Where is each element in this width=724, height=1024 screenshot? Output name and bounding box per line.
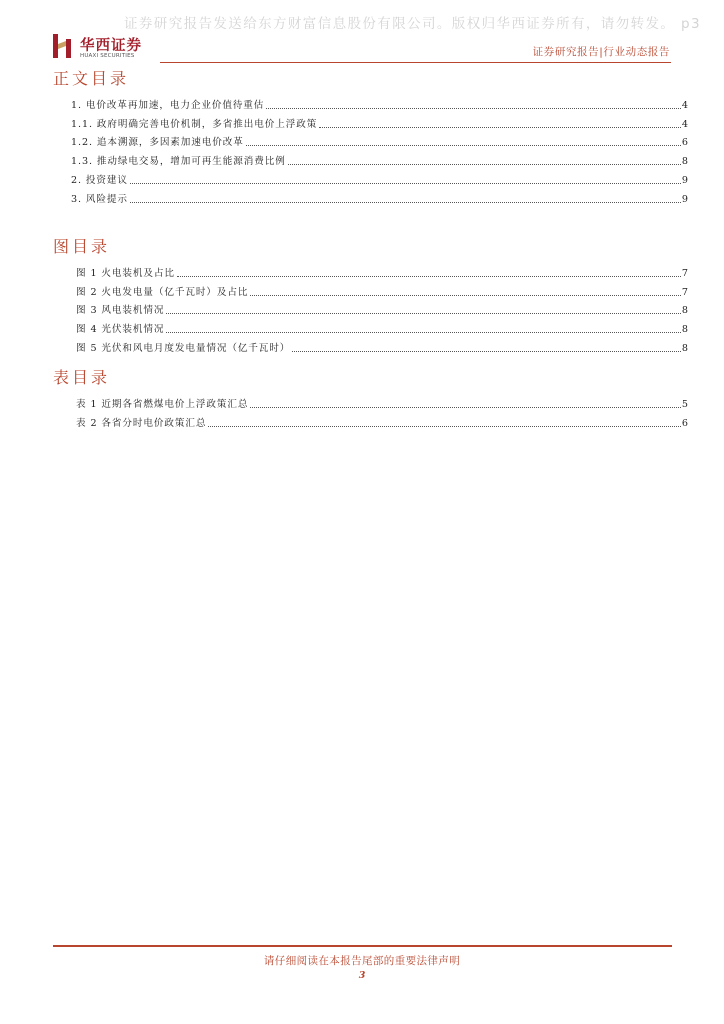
toc-leader-dots	[319, 126, 681, 128]
toc-leader-dots	[166, 331, 681, 333]
toc-entry-title: 表 1 近期各省燃煤电价上浮政策汇总	[76, 398, 249, 410]
toc-entry-page: 6	[681, 137, 688, 149]
logo-english-name: HUAXI SECURITIES	[80, 53, 135, 59]
toc-leader-dots	[130, 201, 681, 203]
toc-entry-page: 7	[681, 286, 688, 298]
toc-entry[interactable]	[71, 149, 688, 168]
toc-entry[interactable]	[71, 168, 688, 187]
toc-entry-title: 3. 风险提示	[71, 193, 128, 205]
contents-list	[71, 93, 688, 206]
toc-leader-dots	[292, 350, 681, 352]
report-type-label: 证券研究报告|行业动态报告	[532, 46, 670, 58]
figures-list	[76, 261, 688, 355]
toc-entry[interactable]	[76, 411, 688, 430]
toc-entry[interactable]	[76, 261, 688, 280]
company-logo	[53, 34, 163, 64]
toc-leader-dots	[250, 406, 681, 408]
toc-entry-title: 图 5 光伏和风电月度发电量情况（亿千瓦时）	[76, 342, 291, 354]
watermark: 证券研究报告发送给东方财富信息股份有限公司。版权归华西证券所有，请勿转发。 p3	[124, 16, 701, 32]
contents-heading: 正文目录	[53, 69, 130, 88]
page-number: 3	[358, 970, 366, 981]
toc-leader-dots	[246, 144, 681, 146]
toc-entry-title: 2. 投资建议	[71, 174, 128, 186]
toc-entry-page: 8	[681, 324, 688, 336]
toc-leader-dots	[130, 182, 681, 184]
toc-entry-page: 6	[681, 417, 688, 429]
toc-entry[interactable]	[76, 336, 688, 355]
header-divider	[160, 62, 671, 63]
toc-entry-title: 图 4 光伏装机情况	[76, 324, 165, 336]
toc-entry-title: 图 2 火电发电量（亿千瓦时）及占比	[76, 286, 249, 298]
toc-entry[interactable]	[76, 317, 688, 336]
legal-notice: 请仔细阅读在本报告尾部的重要法律声明	[263, 955, 461, 967]
toc-leader-dots	[288, 163, 681, 165]
toc-entry-title: 1. 电价改革再加速，电力企业价值待重估	[71, 99, 265, 111]
toc-entry[interactable]	[71, 93, 688, 112]
toc-entry[interactable]	[76, 299, 688, 318]
logo-chinese-name: 华西证券	[80, 38, 142, 54]
toc-entry[interactable]	[71, 112, 688, 131]
toc-entry[interactable]	[76, 392, 688, 411]
toc-entry[interactable]	[76, 280, 688, 299]
toc-entry-page: 5	[681, 398, 688, 410]
toc-entry-title: 表 2 各省分时电价政策汇总	[76, 417, 207, 429]
toc-entry-page: 8	[681, 156, 688, 168]
toc-entry-page: 7	[681, 267, 688, 279]
toc-entry-page: 9	[681, 193, 688, 205]
toc-entry-title: 1.3. 推动绿电交易，增加可再生能源消费比例	[71, 156, 286, 168]
toc-entry-title: 1.2. 追本溯源，多因素加速电价改革	[71, 137, 244, 149]
toc-entry[interactable]	[71, 131, 688, 150]
toc-entry-page: 4	[681, 118, 688, 130]
tables-heading: 表目录	[53, 368, 111, 387]
toc-entry-title: 1.1. 政府明确完善电价机制，多省推出电价上浮政策	[71, 118, 318, 130]
footer-divider	[53, 945, 672, 947]
huaxi-logo-icon	[53, 34, 73, 58]
toc-entry-title: 图 3 风电装机情况	[76, 305, 165, 317]
tables-list	[76, 392, 688, 430]
toc-leader-dots	[250, 294, 681, 296]
toc-leader-dots	[266, 107, 681, 109]
toc-leader-dots	[177, 275, 681, 277]
toc-leader-dots	[166, 312, 681, 314]
toc-entry-page: 8	[681, 305, 688, 317]
toc-entry-page: 9	[681, 174, 688, 186]
toc-entry-title: 图 1 火电装机及占比	[76, 267, 175, 279]
toc-entry-page: 8	[681, 342, 688, 354]
toc-leader-dots	[208, 425, 681, 427]
toc-entry[interactable]	[71, 187, 688, 206]
figures-heading: 图目录	[53, 237, 111, 256]
toc-entry-page: 4	[681, 99, 688, 111]
